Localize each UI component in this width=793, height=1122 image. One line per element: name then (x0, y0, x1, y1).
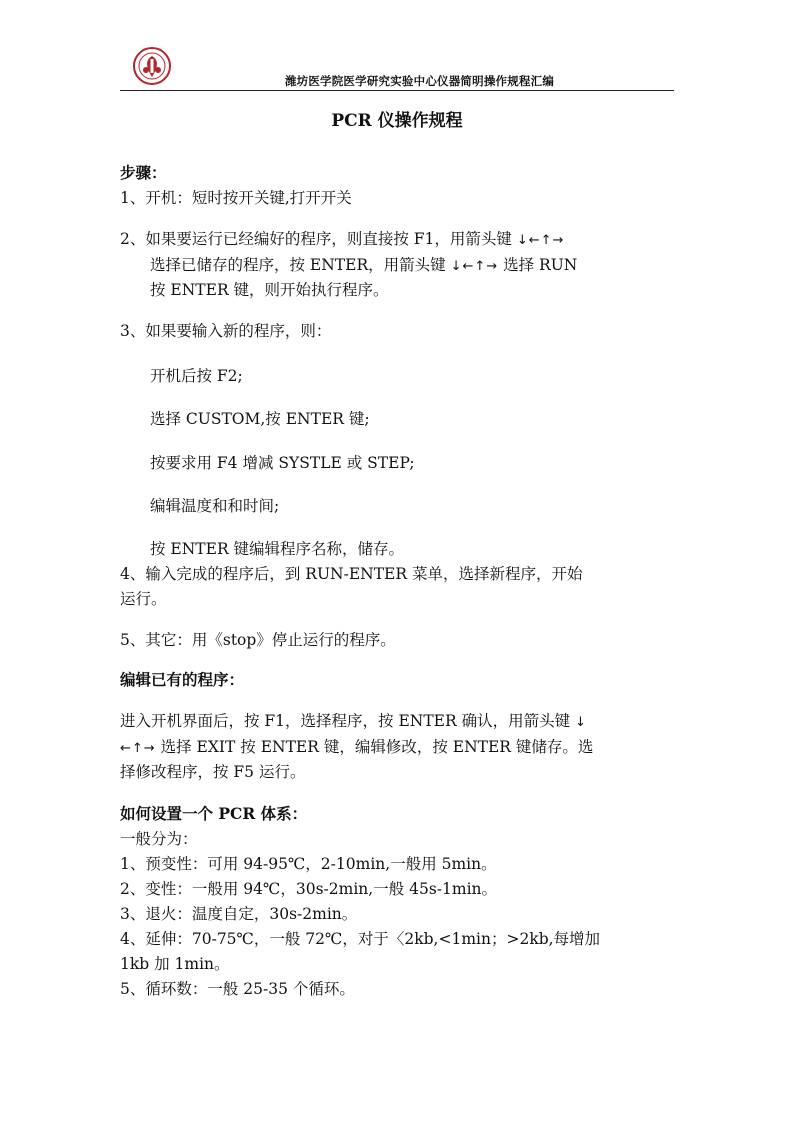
arrow-keys-icon: ↓←↑→ (450, 259, 499, 274)
step-1: 1、开机：短时按开关键,打开开关 (120, 189, 352, 207)
edit-text-a: 进入开机界面后，按 F1，选择程序，按 ENTER 确认，用箭头键 (120, 712, 571, 730)
pcr-item-5: 5、循环数：一般 25-35 个循环。 (120, 980, 355, 998)
step-3-sub-1: 开机后按 F2; (150, 367, 243, 385)
arrow-keys-icon: ↓←↑→ (516, 233, 565, 248)
pcr-intro: 一般分为： (120, 830, 198, 848)
step-3: 3、如果要输入新的程序，则： (120, 322, 332, 340)
page-title: PCR 仪操作规程 (331, 111, 463, 131)
step-5: 5、其它：用《stop》停止运行的程序。 (120, 631, 396, 649)
step-3-sub-3: 按要求用 F4 增减 SYSTLE 或 STEP; (150, 454, 415, 472)
step-3-sub-2: 选择 CUSTOM,按 ENTER 键; (150, 410, 370, 428)
edit-para-line-1 (120, 710, 587, 734)
edit-text-b: 选择 EXIT 按 ENTER 键，编辑修改，按 ENTER 键储存。选 (160, 738, 594, 756)
edit-para-line-2 (120, 736, 593, 760)
step-2-text-b: 选择已储存的程序，按 ENTER，用箭头键 (150, 256, 446, 274)
pcr-item-4-line-1: 4、延伸：70-75℃，一般 72℃，对于〈2kb,<1min；>2kb,每增加 (120, 930, 601, 948)
step-2-text-b2: 选择 RUN (503, 256, 578, 274)
pcr-item-2: 2、变性：一般用 94℃，30s-2min,一般 45s-1min。 (120, 880, 498, 898)
step-2-line-3: 按 ENTER 键，则开始执行程序。 (150, 281, 389, 299)
section-heading-steps: 步骤： (120, 163, 167, 182)
section-heading-pcr-setup: 如何设置一个 PCR 体系： (120, 804, 308, 823)
header-institution: 潍坊医学院医学研究实验中心仪器简明操作规程汇编 (284, 74, 555, 88)
pcr-item-1: 1、预变性：可用 94-95℃，2-10min,一般用 5min。 (120, 855, 497, 873)
pcr-item-4-line-2: 1kb 加 1min。 (120, 955, 230, 973)
step-3-sub-4: 编辑温度和和时间; (150, 497, 280, 515)
step-3-sub-5: 按 ENTER 键编辑程序名称，储存。 (150, 540, 405, 558)
step-2-text-a: 2、如果要运行已经编好的程序，则直接按 F1，用箭头键 (120, 230, 512, 248)
arrow-keys-icon: ←↑→ (120, 741, 156, 756)
step-4-line-1: 4、输入完成的程序后，到 RUN-ENTER 菜单，选择新程序，开始 (120, 565, 583, 583)
step-2-line-2 (150, 254, 577, 278)
step-4-line-2: 运行。 (120, 590, 167, 608)
pcr-item-3: 3、退火：温度自定，30s-2min。 (120, 905, 358, 923)
down-arrow-icon: ↓ (575, 715, 587, 730)
edit-para-line-3: 择修改程序，按 F5 运行。 (120, 763, 306, 781)
header-divider (120, 90, 674, 91)
step-2-line-1 (120, 228, 564, 252)
section-heading-edit: 编辑已有的程序： (120, 670, 245, 689)
